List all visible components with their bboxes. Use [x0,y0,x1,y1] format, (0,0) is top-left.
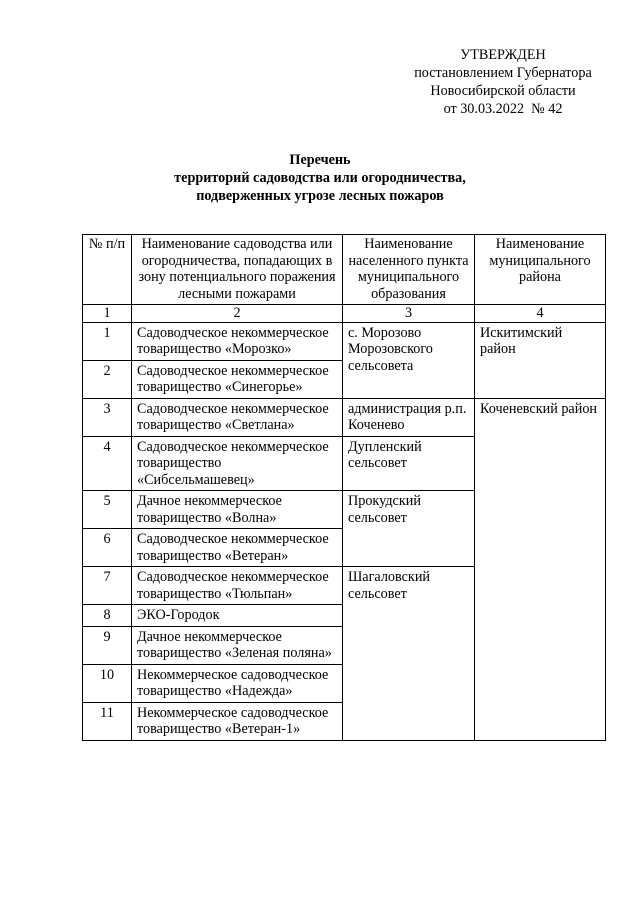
row-num: 6 [83,529,132,567]
table-row [83,322,606,360]
column-number: 4 [475,305,606,323]
row-num: 11 [83,702,132,740]
row-num: 10 [83,664,132,702]
settlement-cell: администрация р.п. Коченево [343,398,475,436]
territory-name: Садоводческое некоммерческое товарищество «Светлана» [132,398,343,436]
territory-name: Садоводческое некоммерческое товарищество «Морозко» [132,322,343,360]
header-settlement: Наименование населенного пункта муниципального образования [343,235,475,305]
approval-date: от 30.03.2022 № 42 [443,101,563,117]
row-num: 7 [83,567,132,605]
settlement-cell: Шагаловский сельсовет [343,567,475,741]
title-line: подверженных угрозе лесных пожаров [196,188,444,204]
territory-name: Садоводческое некоммерческое товарищество «Ветеран» [132,529,343,567]
header-district: Наименование муниципального района [475,235,606,305]
document-title [0,151,640,205]
district-cell: Искитимский район [475,322,606,398]
territory-name: Садоводческое некоммерческое товарищество «Тюльпан» [132,567,343,605]
row-num: 2 [83,360,132,398]
approval-line: Новосибирской области [430,83,576,99]
row-num: 3 [83,398,132,436]
header-name: Наименование садоводства или огородничества, попадающих в зону потенциального поражения лесными пожарами [132,235,343,305]
approval-line: постановлением Губернатора [414,65,592,81]
table-header-row [83,235,606,305]
district-cell: Коченевский район [475,398,606,740]
column-numbers-row [83,305,606,323]
approval-stamp [388,46,618,118]
title-line: Перечень [289,152,351,168]
title-line: территорий садоводства или огородничества, [174,170,466,186]
territory-name: ЭКО-Городок [132,605,343,627]
territory-name: Некоммерческое садоводческое товарищество «Ветеран-1» [132,702,343,740]
territory-name: Садоводческое некоммерческое товарищество «Сибсельмашевец» [132,436,343,491]
column-number: 1 [83,305,132,323]
row-num: 1 [83,322,132,360]
territory-name: Садоводческое некоммерческое товарищество «Синегорье» [132,360,343,398]
approval-line: УТВЕРЖДЕН [460,47,546,63]
territory-name: Дачное некоммерческое товарищество «Зеленая поляна» [132,626,343,664]
row-num: 9 [83,626,132,664]
settlement-cell: Дупленский сельсовет [343,436,475,491]
header-num: № п/п [83,235,132,305]
column-number: 3 [343,305,475,323]
settlement-cell: Прокудский сельсовет [343,491,475,567]
territories-table [82,234,606,741]
territory-name: Дачное некоммерческое товарищество «Волна» [132,491,343,529]
territory-name: Некоммерческое садоводческое товарищество «Надежда» [132,664,343,702]
row-num: 5 [83,491,132,529]
column-number: 2 [132,305,343,323]
row-num: 8 [83,605,132,627]
settlement-cell: с. Морозово Морозовского сельсовета [343,322,475,398]
table-row [83,398,606,436]
row-num: 4 [83,436,132,491]
